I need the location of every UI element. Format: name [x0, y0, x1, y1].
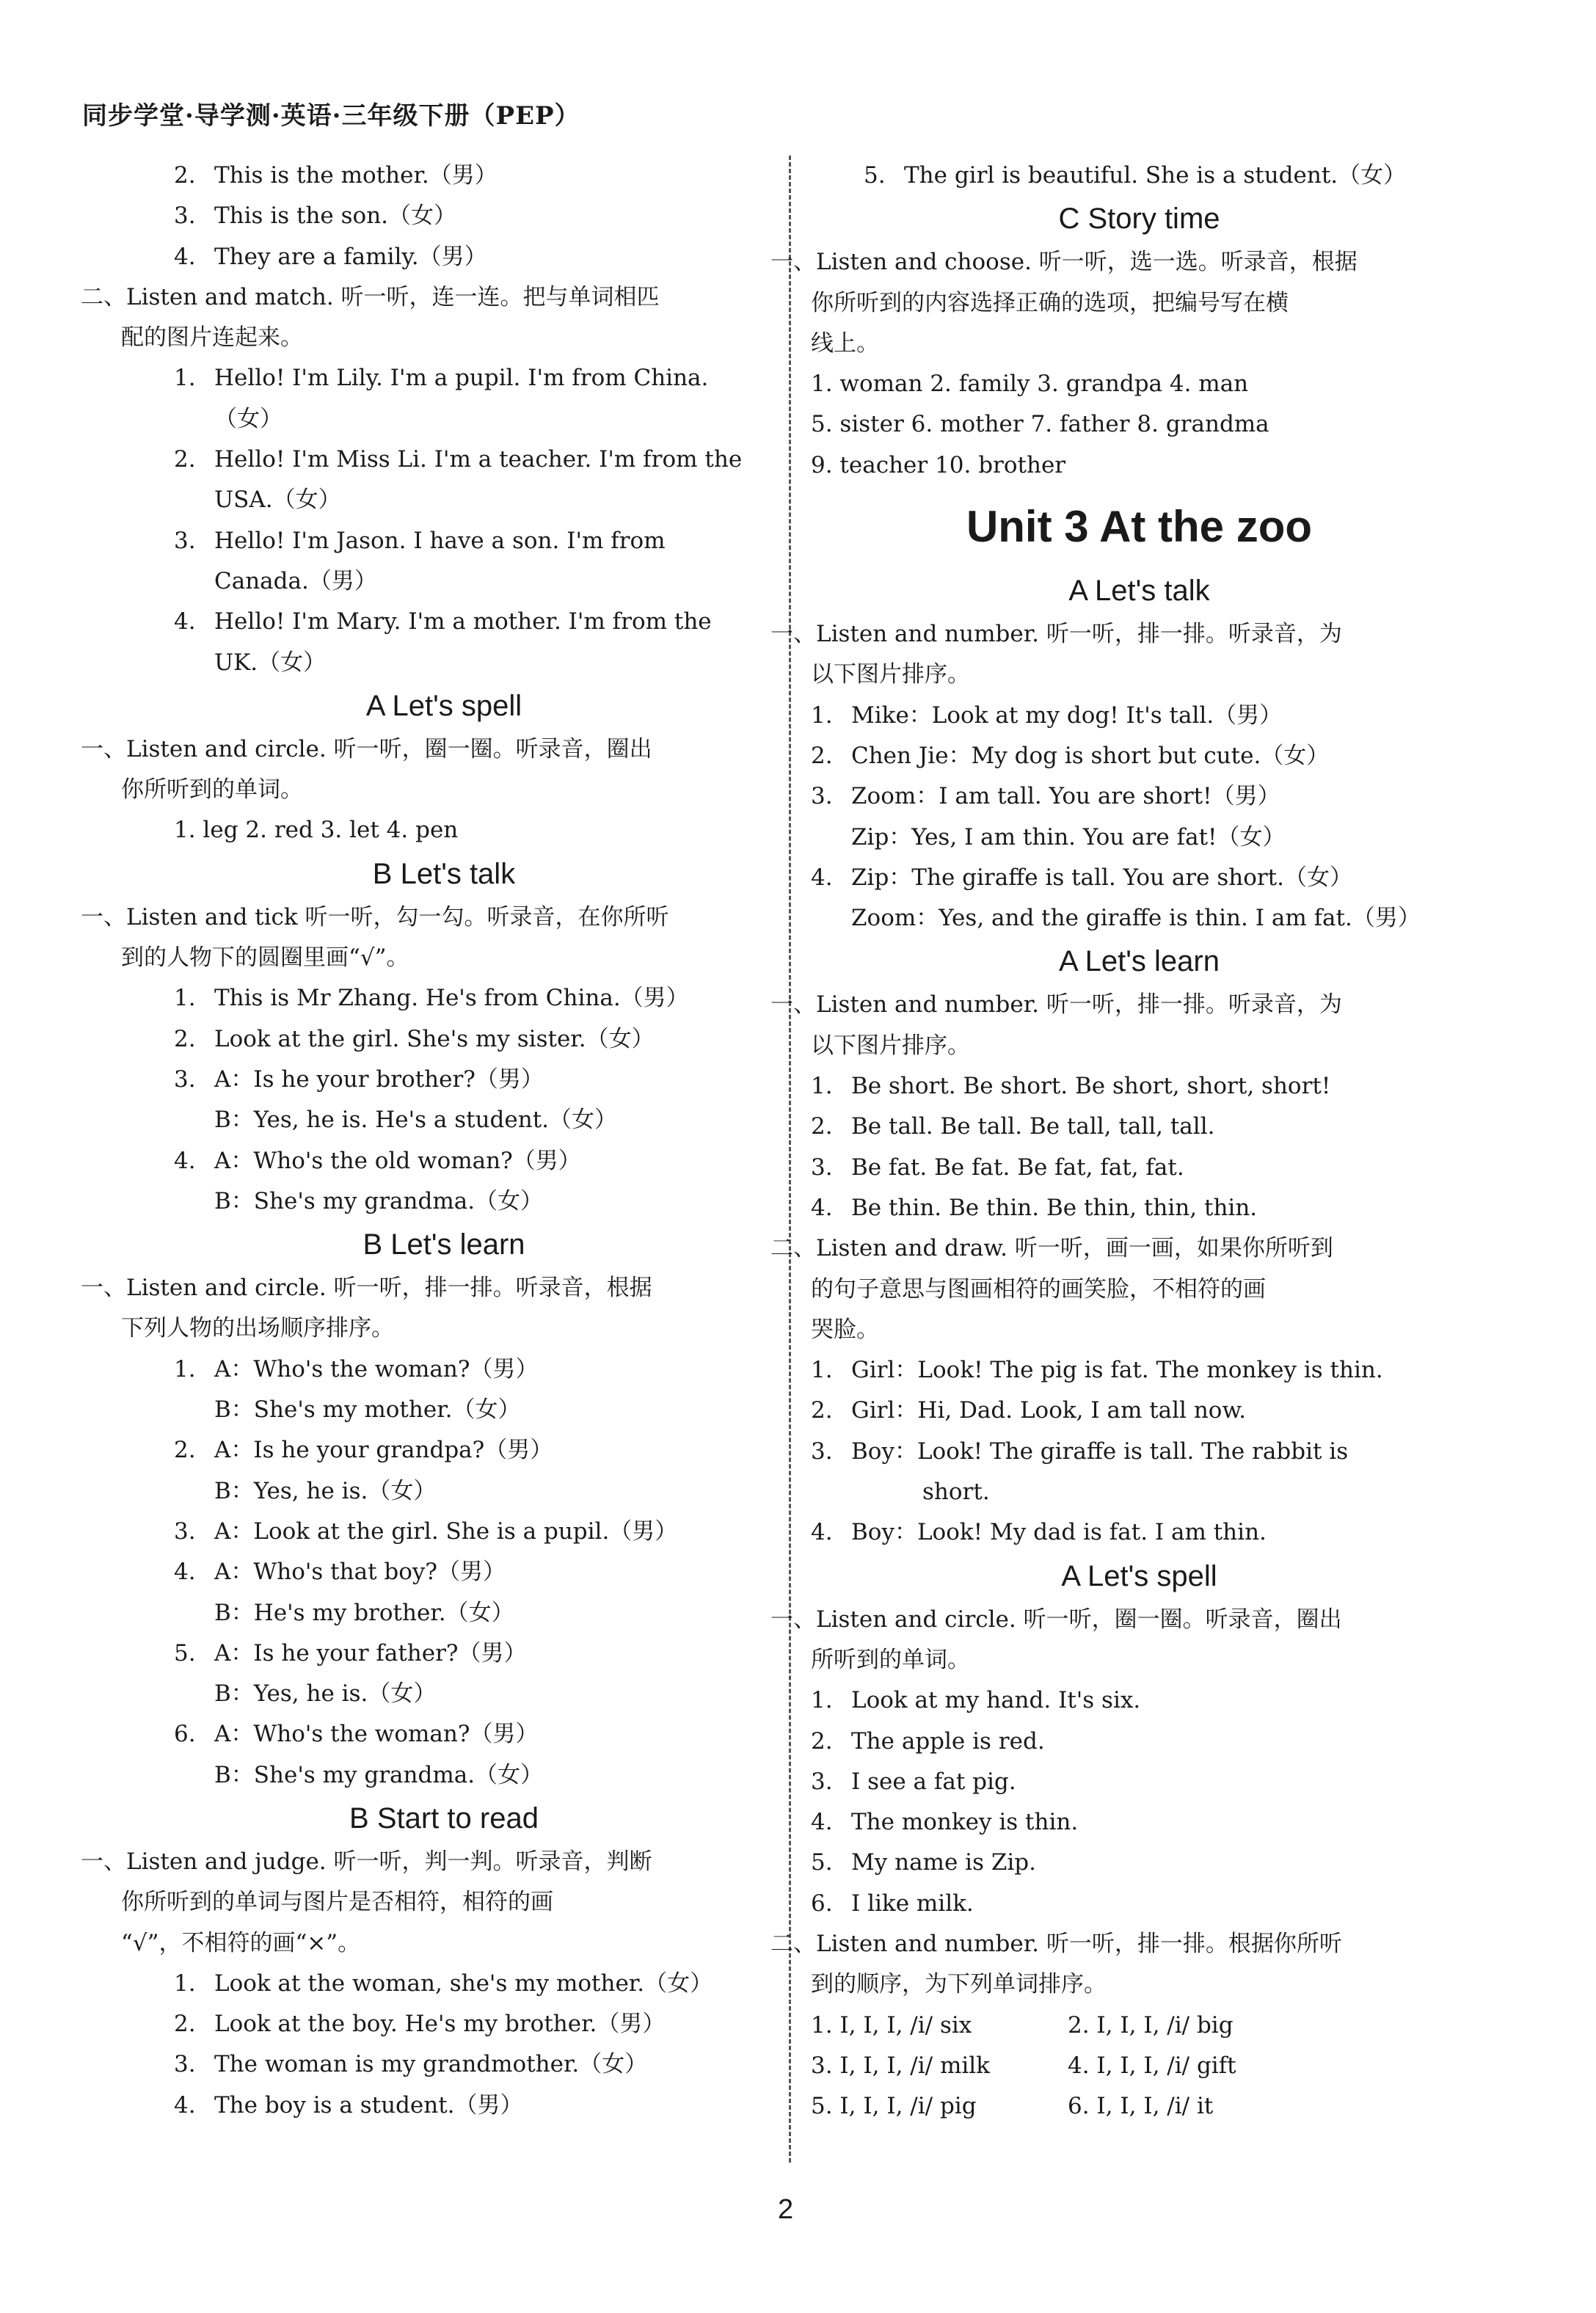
section-title: A Let's talk [1068, 575, 1210, 608]
list-item: 5. A：Is he your father?（男） [174, 1639, 527, 1667]
word-pair-row: 1. I, I, I, /i/ six 2. I, I, I, /i/ big [811, 2011, 1234, 2039]
list-item-cont: Zoom：Yes, and the giraffe is thin. I am fat.（男） [851, 905, 1421, 932]
unit-title: Unit 3 At the zoo [966, 502, 1313, 552]
list-item-cont: B：She's my mother.（女） [214, 1396, 521, 1424]
list-item: 2. Look at the boy. He's my brother.（男） [174, 2011, 666, 2038]
page-header: 同步学堂·导学测·英语·三年级下册（PEP） [82, 101, 580, 131]
list-item: 4. Be thin. Be thin. Be thin, thin, thin. [811, 1194, 1258, 1221]
list-item: 4. Hello! I'm Mary. I'm a mother. I'm from the [174, 608, 712, 635]
section-title: B Let's learn [362, 1228, 525, 1261]
list-item: 3. The woman is my grandmother.（女） [174, 2051, 648, 2078]
exercise-instruction: 一、Listen and circle. 听一听，排一排。听录音，根据 [81, 1275, 652, 1302]
list-item: 6. A：Who's the woman?（男） [174, 1721, 539, 1748]
list-item-cont: B：He's my brother.（女） [214, 1599, 514, 1626]
list-item-cont: （女） [214, 405, 283, 432]
list-item: 1. Hello! I'm Lily. I'm a pupil. I'm from China. [174, 365, 709, 392]
list-item: 2. A：Is he your grandpa?（男） [174, 1437, 553, 1464]
section-title: A Let's learn [1059, 945, 1220, 978]
list-item: 1. Girl：Look! The pig is fat. The monkey is thin. [811, 1357, 1383, 1384]
list-item-cont: USA.（女） [214, 487, 341, 514]
list-item: 3. A：Look at the girl. She is a pupil.（男） [174, 1518, 678, 1545]
exercise-instruction-cont: 配的图片连起来。 [121, 324, 303, 351]
list-item-cont: Canada.（男） [214, 567, 377, 594]
list-item: 1. A：Who's the woman?（男） [174, 1355, 539, 1383]
word-pair-row: 5. I, I, I, /i/ pig 6. I, I, I, /i/ it [811, 2093, 1214, 2120]
list-item: 2. Chen Jie：My dog is short but cute.（女） [811, 742, 1330, 769]
exercise-instruction: 一、Listen and number. 听一听，排一排。听录音，为 [770, 621, 1342, 648]
list-item: 1. Mike：Look at my dog! It's tall.（男） [811, 702, 1283, 729]
word-list: 1. leg 2. red 3. let 4. pen [174, 817, 459, 844]
list-item: 3. This is the son.（女） [174, 203, 457, 230]
exercise-instruction-cont: 到的顺序，为下列单词排序。 [811, 1971, 1107, 1998]
column-divider [789, 156, 791, 2163]
word-list: 5. sister 6. mother 7. father 8. grandma [811, 411, 1269, 438]
exercise-instruction: 一、Listen and choose. 听一听，选一选。听录音，根据 [770, 249, 1358, 276]
exercise-instruction-cont: 所听到的单词。 [811, 1646, 970, 1673]
list-item: 3. Hello! I'm Jason. I have a son. I'm from [174, 527, 666, 554]
exercise-instruction-cont: 你所听到的内容选择正确的选项，把编号写在横 [811, 289, 1289, 316]
list-item: 5. My name is Zip. [811, 1849, 1036, 1876]
exercise-instruction: 二、Listen and match. 听一听，连一连。把与单词相匹 [81, 283, 660, 310]
word-list: 9. teacher 10. brother [811, 451, 1066, 478]
exercise-instruction: 一、Listen and number. 听一听，排一排。听录音，为 [770, 991, 1342, 1019]
exercise-instruction: 一、Listen and circle. 听一听，圈一圈。听录音，圈出 [770, 1606, 1342, 1633]
exercise-instruction-cont: 以下图片排序。 [811, 661, 970, 688]
list-item: 3. Zoom：I am tall. You are short!（男） [811, 783, 1280, 810]
list-item-cont: B：Yes, he is.（女） [214, 1680, 437, 1708]
exercise-instruction: 一、Listen and judge. 听一听，判一判。听录音，判断 [81, 1848, 652, 1875]
list-item: 2. This is the mother.（男） [174, 162, 498, 189]
section-title: B Start to read [349, 1802, 539, 1835]
list-item: 4. They are a family.（男） [174, 243, 487, 270]
list-item: 5. The girl is beautiful. She is a student.（女） [864, 162, 1407, 189]
exercise-instruction: 二、Listen and draw. 听一听，画一画，如果你所听到 [770, 1235, 1333, 1262]
section-title: A Let's spell [1061, 1559, 1217, 1592]
exercise-instruction-cont: 你所听到的单词。 [121, 776, 303, 804]
list-item: 2. Girl：Hi, Dad. Look, I am tall now. [811, 1397, 1247, 1424]
list-item: 1. Look at my hand. It's six. [811, 1687, 1141, 1714]
list-item: 1. Look at the woman, she's my mother.（女） [174, 1970, 713, 1997]
exercise-instruction-cont: “√”，不相符的画“×”。 [121, 1929, 361, 1956]
exercise-instruction: 一、Listen and tick 听一听，勾一勾。听录音，在你所听 [81, 903, 669, 930]
exercise-instruction-cont: 你所听到的单词与图片是否相符，相符的画 [121, 1889, 553, 1916]
list-item-cont: short. [922, 1479, 990, 1506]
list-item-cont: Zip：Yes, I am thin. You are fat!（女） [851, 823, 1286, 850]
section-title: B Let's talk [372, 857, 516, 890]
list-item: 2. Be tall. Be tall. Be tall, tall, tall. [811, 1113, 1215, 1140]
section-title: A Let's spell [365, 689, 522, 722]
list-item: 4. A：Who's that boy?（男） [174, 1559, 506, 1586]
list-item: 3. I see a fat pig. [811, 1768, 1016, 1795]
list-item: 2. Hello! I'm Miss Li. I'm a teacher. I'm from the [174, 446, 743, 473]
list-item: 4. The boy is a student.（男） [174, 2091, 523, 2119]
exercise-instruction-cont: 哭脸。 [811, 1316, 879, 1343]
page-number: 2 [778, 2194, 794, 2225]
list-item: 6. I like milk. [811, 1890, 974, 1917]
list-item: 4. A：Who's the old woman?（男） [174, 1147, 581, 1174]
list-item-cont: B：Yes, he is.（女） [214, 1477, 437, 1504]
list-item: 4. The monkey is thin. [811, 1809, 1079, 1836]
exercise-instruction-cont: 线上。 [811, 329, 879, 357]
list-item-cont: B：She's my grandma.（女） [214, 1187, 544, 1214]
right-column [770, 156, 1468, 2127]
exercise-instruction-cont: 以下图片排序。 [811, 1032, 970, 1059]
left-column [81, 156, 767, 2126]
list-item-cont: UK.（女） [214, 649, 327, 676]
word-list: 1. woman 2. family 3. grandpa 4. man [811, 371, 1249, 398]
exercise-instruction-cont: 的句子意思与图画相符的画笑脸，不相符的画 [811, 1275, 1266, 1303]
exercise-instruction-cont: 下列人物的出场顺序排序。 [121, 1315, 394, 1342]
list-item: 1. Be short. Be short. Be short, short, short! [811, 1073, 1331, 1100]
list-item: 2. Look at the girl. She's my sister.（女） [174, 1025, 655, 1052]
list-item: 4. Boy：Look! My dad is fat. I am thin. [811, 1519, 1267, 1546]
list-item: 3. Be fat. Be fat. Be fat, fat, fat. [811, 1154, 1184, 1181]
exercise-instruction: 二、Listen and number. 听一听，排一排。根据你所听 [770, 1930, 1342, 1957]
list-item: 4. Zip：The giraffe is tall. You are short.（女） [811, 864, 1352, 891]
list-item: 3. A：Is he your brother?（男） [174, 1066, 544, 1093]
section-title: C Story time [1058, 203, 1220, 236]
list-item: 3. Boy：Look! The giraffe is tall. The rabbit is [811, 1438, 1349, 1465]
list-item: 1. This is Mr Zhang. He's from China.（男） [174, 985, 689, 1012]
list-item: 2. The apple is red. [811, 1727, 1045, 1755]
exercise-instruction: 一、Listen and circle. 听一听，圈一圈。听录音，圈出 [81, 735, 652, 762]
word-pair-row: 3. I, I, I, /i/ milk 4. I, I, I, /i/ gift [811, 2052, 1236, 2079]
list-item-cont: B：She's my grandma.（女） [214, 1761, 544, 1788]
list-item-cont: B：Yes, he is. He's a student.（女） [214, 1107, 618, 1134]
exercise-instruction-cont: 到的人物下的圆圈里画“√”。 [121, 944, 409, 972]
